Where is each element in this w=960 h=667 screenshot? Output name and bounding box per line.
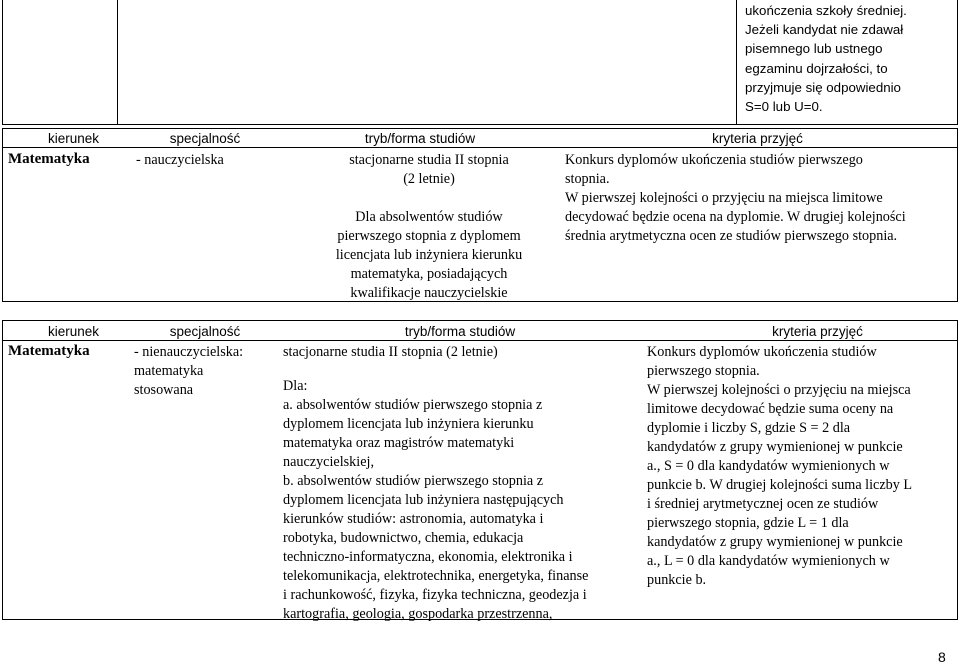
table1-kierunek: Matematyka: [8, 151, 90, 167]
table1-tryb-heading: stacjonarne studia II stopnia (2 letnie): [349, 152, 509, 187]
table1-header-specjalnosc: specjalność: [169, 131, 241, 146]
table1-specjalnosc: - nauczycielska: [136, 152, 224, 168]
table2-header-tryb: tryb/forma studiów: [404, 324, 516, 339]
table2-kierunek: Matematyka: [8, 343, 90, 359]
table2-header-kierunek: kierunek: [47, 324, 100, 339]
table1-header-kryteria: kryteria przyjęć: [712, 131, 803, 146]
top-cell-text: ukończenia szkoły średniej. Jeżeli kandydat nie zdawał pisemnego lub ustnego egzaminu dojrzałości, to przyjmuje się odpowiednio S=0 lub U=0.: [745, 3, 907, 115]
table1-header-tryb: tryb/forma studiów: [364, 131, 476, 146]
table1-tryb-body: Dla absolwentów studiów pierwszego stopnia z dyplomem licencjata lub inżyniera kierunku matematyka, posiadających kwalifikacje nauczycielskie: [335, 209, 523, 301]
table2-kryteria: Konkurs dyplomów ukończenia studiów pierwszego stopnia. W pierwszej kolejności o przyjęciu na miejsca limitowe decydować będzie suma oceny na dyplomie i liczby S, gdzie S = 2 dla kandydatów z grupy wymienionej w punkcie a., S = 0 dla kandydatów wymienionych w punkcie b. W drugiej kolejności suma liczby L i średniej arytmetycznej ocen ze studiów pierwszego stopnia, gdzie L = 1 dla kandydatów z grupy wymienionej w punkcie a., L = 0 dla kandydatów wymienionych w punkcie b.: [647, 344, 913, 588]
table2-tryb-body: Dla: a. absolwentów studiów pierwszego stopnia z dyplomem licencjata lub inżyniera kierunku matematyka oraz magistrów matematyki nauczycielskiej, b. absolwentów studiów pierwszego stopnia z dyplomem licencjata lub inżyniera następujących kierunków studiów: astronomia, automatyka i robotyka, budownictwo, chemia, edukacja techniczno-informatyczna, ekonomia, elektronika i telekomunikacja, elektrotechnika, energetyka, finanse i rachunkowość, fizyka, fizyka techniczna, geodezja i kartografia, geologia, gospodarka przestrzenna,: [283, 378, 589, 622]
table1-header-kierunek: kierunek: [47, 131, 100, 146]
page-number: 8: [938, 649, 946, 665]
top-cell-1: [2, 0, 118, 125]
table2-header-specjalnosc: specjalność: [169, 324, 241, 339]
table2-specjalnosc: - nienauczycielska: matematyka stosowana: [134, 344, 244, 398]
top-cell-2: [117, 0, 737, 125]
table1-kryteria: Konkurs dyplomów ukończenia studiów pierwszego stopnia. W pierwszej kolejności o przyjęciu na miejsca limitowe decydować będzie ocena na dyplomie. W drugiej kolejności średnia arytmetyczna ocen ze studiów pierwszego stopnia.: [565, 152, 906, 244]
table2-tryb-heading: stacjonarne studia II stopnia (2 letnie): [283, 344, 498, 360]
table2-header-kryteria: kryteria przyjęć: [772, 324, 863, 339]
